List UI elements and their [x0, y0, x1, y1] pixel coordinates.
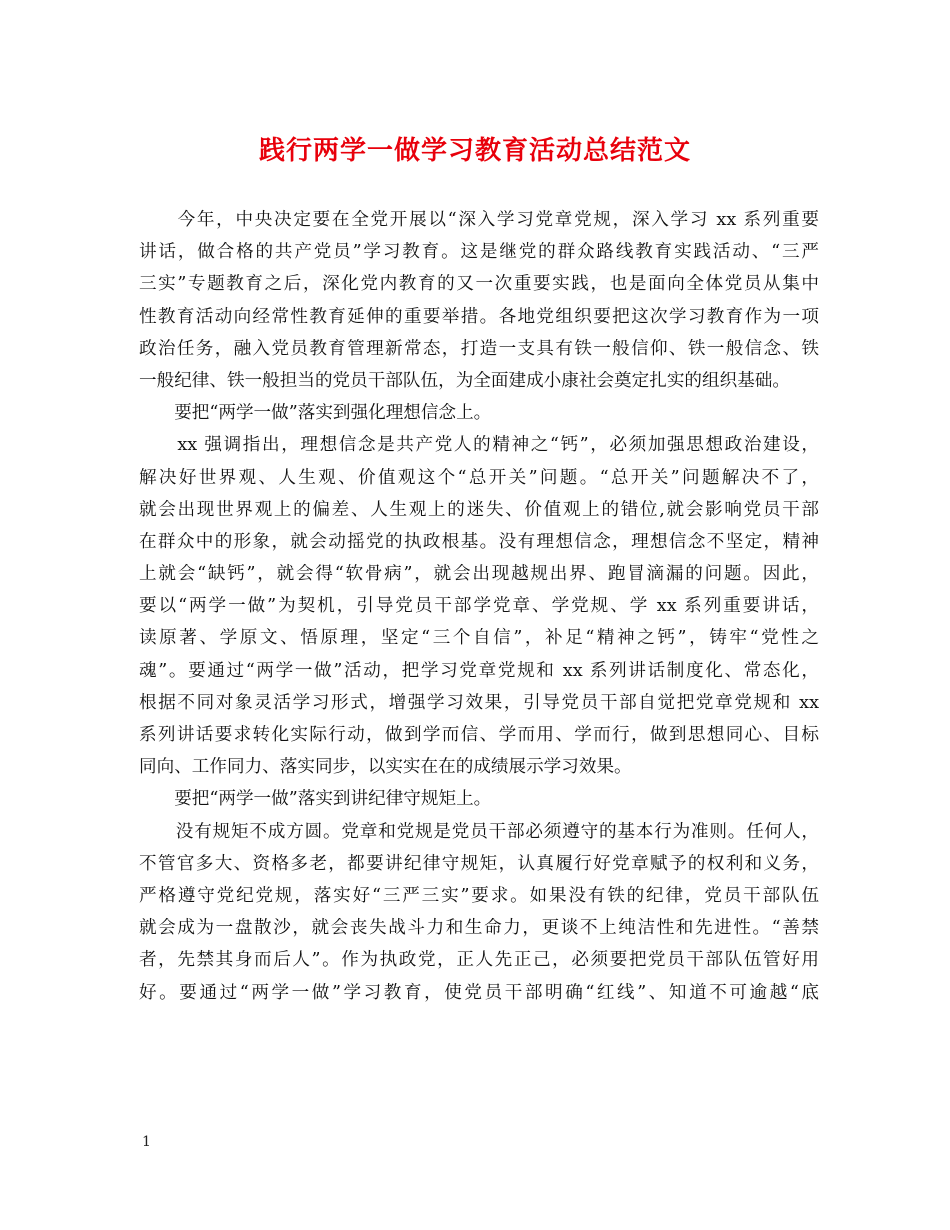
body-line: 根据不同对象灵活学习形式，增强学习效果，引导党员干部自觉把党章党规和 xx — [139, 692, 819, 713]
page-number: 1 — [142, 1134, 151, 1150]
body-line: 读原著、学原文、悟原理，坚定“三个自信”，补足“精神之钙”，铸牢“党性之 — [139, 628, 819, 649]
body-line: 没有规矩不成方圆。党章和党规是党员干部必须遵守的基本行为准则。任何人， — [139, 821, 819, 842]
body-line: 性教育活动向经常性教育延伸的重要举措。各地党组织要把这次学习教育作为一项 — [139, 306, 819, 327]
body-line: 要以“两学一做”为契机，引导党员干部学党章、学党规、学 xx 系列重要讲话， — [139, 596, 819, 617]
body-line: 同向、工作同力、落实同步，以实实在在的成绩展示学习效果。 — [139, 757, 632, 778]
body-line: 系列讲话要求转化实际行动，做到学而信、学而用、学而行，做到思想同心、目标 — [139, 725, 819, 745]
section-heading: 要把“两学一做”落实到强化理想信念上。 — [139, 403, 492, 424]
body-line: 严格遵守党纪党规，落实好“三严三实”要求。如果没有铁的纪律，党员干部队伍 — [139, 885, 819, 906]
body-line: 在群众中的形象，就会动摇党的执政根基。没有理想信念，理想信念不坚定，精神 — [139, 531, 819, 552]
body-line: 解决好世界观、人生观、价值观这个“总开关”问题。“总开关”问题解决不了， — [139, 467, 819, 488]
body-line: 魂”。要通过“两学一做”活动，把学习党章党规和 xx 系列讲话制度化、常态化， — [139, 660, 819, 681]
body-line: 讲话，做合格的共产党员”学习教育。这是继党的群众路线教育实践活动、“三严 — [139, 242, 819, 263]
body-line: 三实”专题教育之后，深化党内教育的又一次重要实践，也是面向全体党员从集中 — [139, 274, 819, 295]
body-line: 一般纪律、铁一般担当的党员干部队伍，为全面建成小康社会奠定扎实的组织基础。 — [139, 370, 790, 391]
body-line: 者，先禁其身而后人”。作为执政党，正人先正己，必须要把党员干部队伍管好用 — [139, 950, 819, 971]
body-line: 不管官多大、资格多老，都要讲纪律守规矩，认真履行好党章赋予的权利和义务， — [139, 853, 819, 874]
body-line: 政治任务，融入党员教育管理新常态，打造一支具有铁一般信仰、铁一般信念、铁 — [139, 338, 819, 359]
body-line: 上就会“缺钙”，就会得“软骨病”，就会出现越规出界、跑冒滴漏的问题。因此， — [139, 564, 819, 585]
document-title: 践行两学一做学习教育活动总结范文 — [258, 136, 691, 166]
body-line: 今年，中央决定要在全党开展以“深入学习党章党规，深入学习 xx 系列重要 — [139, 210, 819, 230]
document-body — [139, 204, 819, 1009]
body-line: 好。要通过“两学一做”学习教育，使党员干部明确“红线”、知道不可逾越“底 — [139, 982, 819, 1003]
body-line: 就会成为一盘散沙，就会丧失战斗力和生命力，更谈不上纯洁性和先进性。“善禁 — [139, 918, 819, 939]
body-line: 就会出现世界观上的偏差、人生观上的迷失、价值观上的错位,就会影响党员干部 — [139, 499, 819, 520]
section-heading: 要把“两学一做”落实到讲纪律守规矩上。 — [139, 789, 492, 810]
body-line: xx 强调指出，理想信念是共产党人的精神之“钙”，必须加强思想政治建设， — [139, 435, 819, 456]
